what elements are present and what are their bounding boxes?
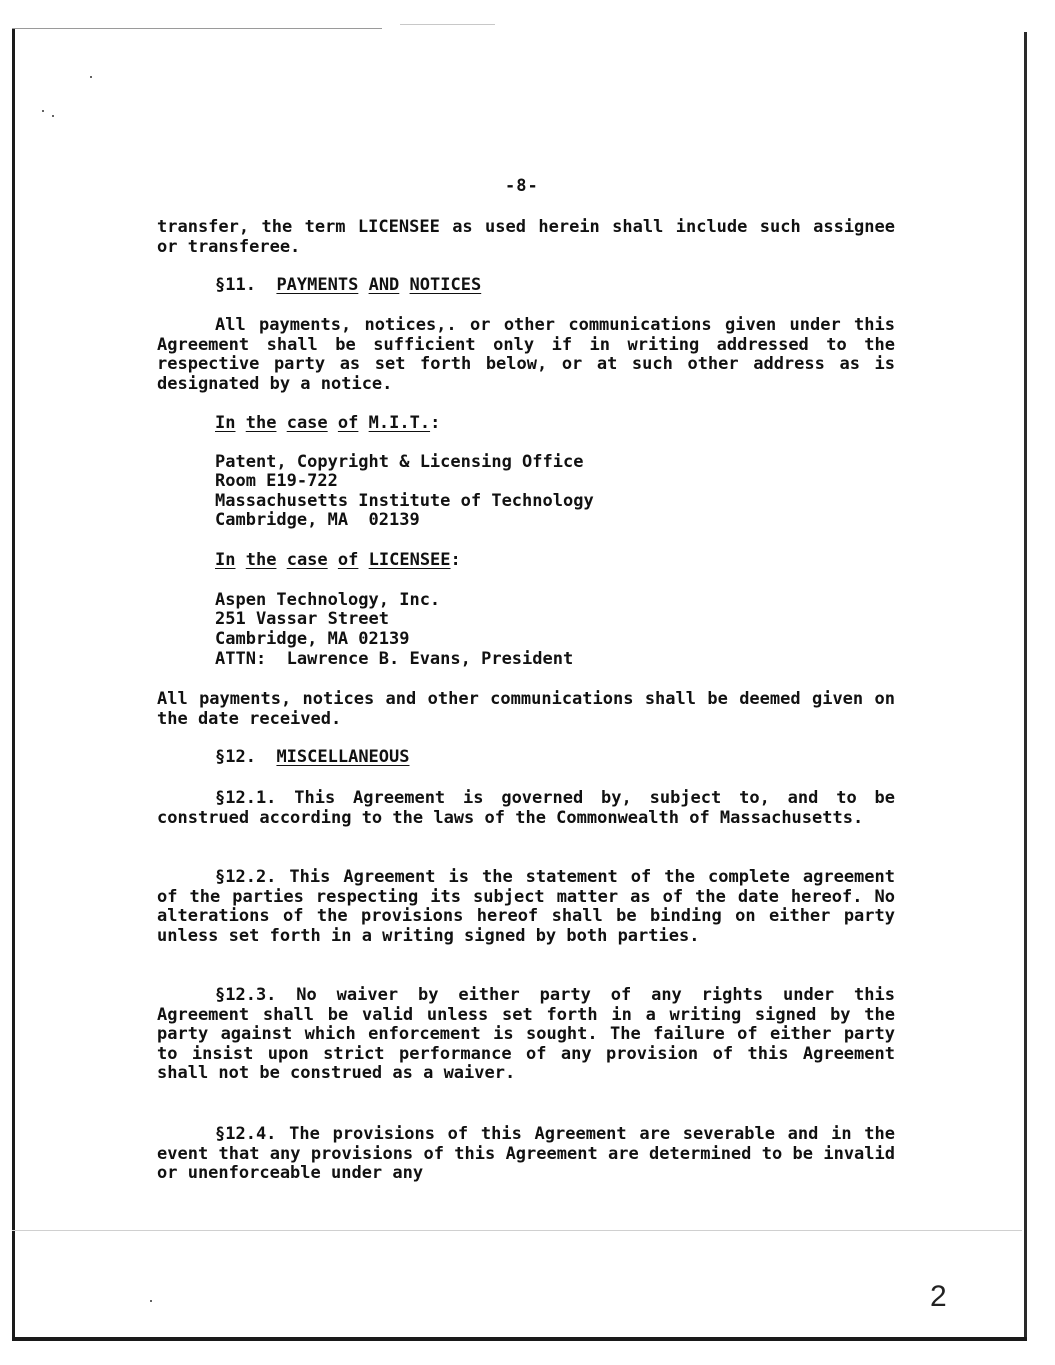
scan-speck [42,110,44,112]
heading-word: of [337,550,359,570]
section-number: §12. [215,747,256,767]
licensee-address-line: 251 Vassar Street [215,609,389,629]
section-11-body: All payments, notices,. or other communications given under this Agreement shall be sufficient only if in writing addressed to the respective party as set forth below, or at such other address as is designated by a notice. [157,315,895,394]
heading-word: the [245,550,277,570]
section-number: §11. [215,275,256,295]
heading-word: In [215,550,236,570]
section-12-heading [215,748,410,768]
section-title-word: PAYMENTS [276,275,359,295]
section-12-3-paragraph: §12.3. No waiver by either party of any rights under this Agreement shall be valid unless set forth in a writing signed by the party against which enforcement is sought. The failure of either party to insist upon strict performance of any provision of this Agreement shall not be construed as a waiver. [157,985,895,1083]
licensee-address-line: Aspen Technology, Inc. [215,590,441,610]
section-title-word: NOTICES [409,275,482,295]
heading-colon: : [450,550,461,570]
heading-word: M.I.T. [368,413,431,433]
scan-fold-line [12,1230,1022,1231]
scan-border-left [12,28,15,1340]
heading-word: of [337,413,359,433]
notices-deemed-paragraph: All payments, notices and other communications shall be deemed given on the date received. [157,689,895,729]
continuation-paragraph: transfer, the term LICENSEE as used herein shall include such assignee or transferee. [157,217,895,257]
scan-border-bottom [12,1337,1027,1341]
mit-heading [215,414,440,434]
heading-word: case [286,550,328,570]
licensee-address-line: ATTN: Lawrence B. Evans, President [215,649,574,669]
licensee-address-line: Cambridge, MA 02139 [215,629,410,649]
page-number: -8- [505,176,539,196]
heading-colon: : [430,413,441,433]
section-12-1-paragraph: §12.1. This Agreement is governed by, subject to, and to be construed according to the laws of the Commonwealth of Massachusetts. [157,788,895,828]
section-title: MISCELLANEOUS [276,747,410,767]
scan-border-top [12,28,382,29]
scan-border-right [1024,32,1027,1340]
mit-address-line: Cambridge, MA 02139 [215,510,420,530]
section-11-heading [215,276,481,296]
heading-word: In [215,413,236,433]
section-12-2-paragraph: §12.2. This Agreement is the statement of the complete agreement of the parties respecting its subject matter as of the date hereof. No alterations of the provisions hereof shall be binding on either party unless set forth in a writing signed by both parties. [157,867,895,946]
scan-speck [90,76,92,78]
section-12-4-paragraph: §12.4. The provisions of this Agreement are severable and in the event that any provisions of this Agreement are determined to be invalid or unenforceable under any [157,1124,895,1183]
heading-word: case [286,413,328,433]
mit-address-line: Massachusetts Institute of Technology [215,491,594,511]
scan-speck [52,115,54,117]
licensee-heading [215,551,461,571]
mit-address-line: Room E19-722 [215,471,338,491]
mit-address-line: Patent, Copyright & Licensing Office [215,452,584,472]
scan-border-top-fragment [400,24,495,25]
bates-stamp: 2 [930,1280,947,1313]
heading-word: the [245,413,277,433]
section-title-word: AND [368,275,400,295]
heading-word: LICENSEE [368,550,451,570]
scan-speck [150,1300,152,1302]
